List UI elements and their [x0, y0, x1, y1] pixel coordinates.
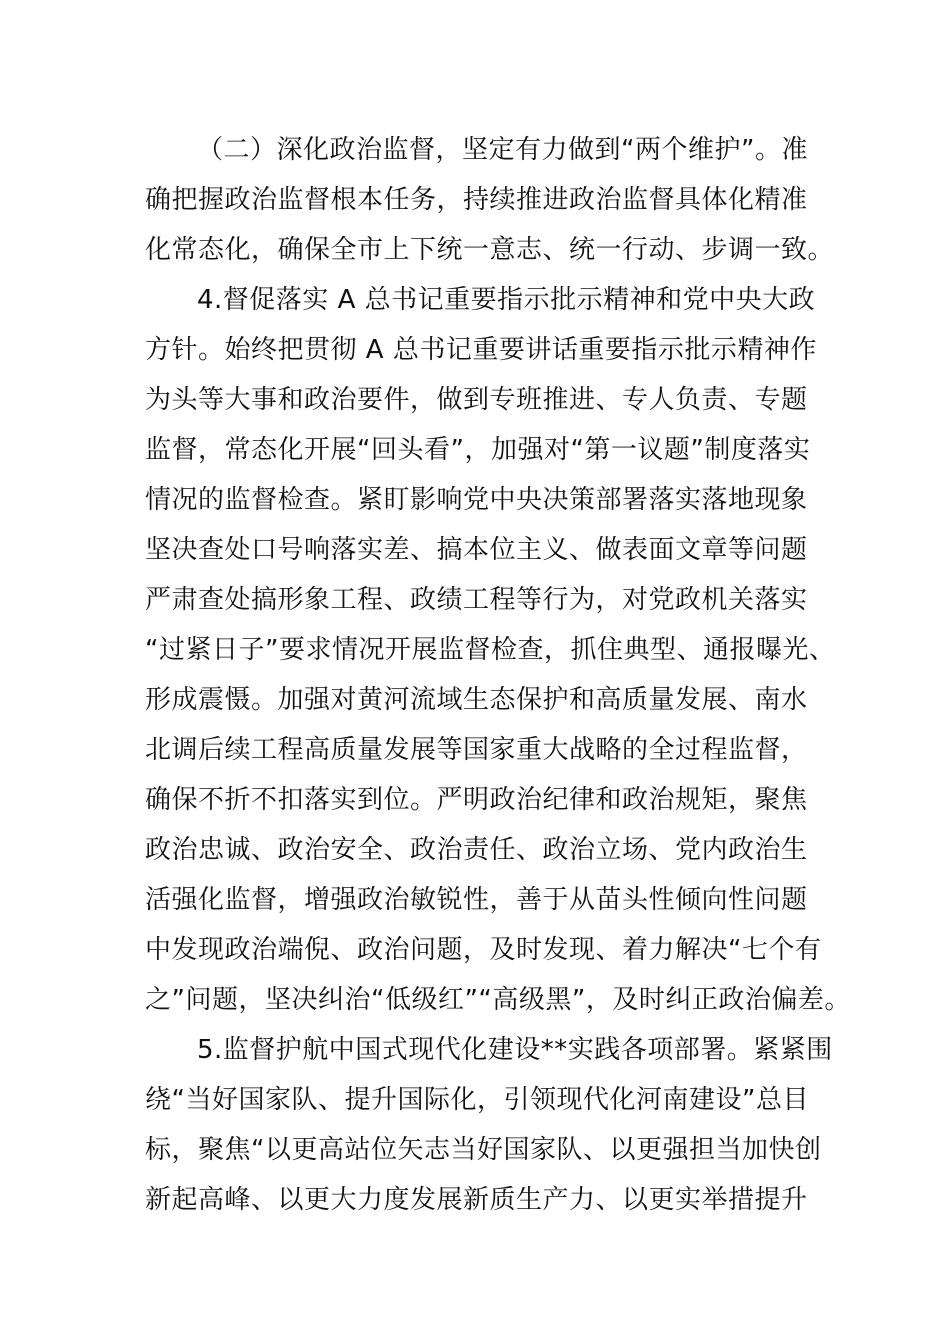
text-line: 政治忠诚、政治安全、政治责任、政治立场、党内政治生 [145, 835, 808, 865]
text-line: 情况的监督检查。紧盯影响党中央决策部署落实落地现象 [145, 485, 808, 515]
text-line: 确保不折不扣落实到位。严明政治纪律和政治规矩，聚焦 [145, 785, 808, 815]
text-line: 标，聚焦“以更高站位矢志当好国家队、以更强担当加快创 [145, 1135, 822, 1165]
text-line: 中发现政治端倪、政治问题，及时发现、着力解决“七个有 [145, 935, 822, 965]
text-line: 新起高峰、以更大力度发展新质生产力、以更实举措提升 [145, 1185, 808, 1215]
text-line: 为头等大事和政治要件，做到专班推进、专人负责、专题 [145, 385, 808, 415]
text-line: 监督，常态化开展“回头看”，加强对“第一议题”制度落实 [145, 435, 811, 465]
text-line: 形成震慑。加强对黄河流域生态保护和高质量发展、南水 [145, 685, 808, 715]
text-line: 坚决查处口号响落实差、搞本位主义、做表面文章等问题 [145, 535, 808, 565]
text-line: 北调后续工程高质量发展等国家重大战略的全过程监督， [145, 735, 808, 765]
text-line: “过紧日子”要求情况开展监督检查，抓住典型、通报曝光、 [145, 635, 836, 665]
item-5-heading-line: 5.监督护航中国式现代化建设**实践各项部署。紧紧围 [197, 1035, 833, 1065]
text-line: 严肃查处搞形象工程、政绩工程等行为，对党政机关落实 [145, 585, 808, 615]
text-line: 活强化监督，增强政治敏锐性，善于从苗头性倾向性问题 [145, 885, 808, 915]
text-line: 确把握政治监督根本任务，持续推进政治监督具体化精准 [145, 185, 808, 215]
text-line: 之”问题，坚决纠治“低级红”“高级黑”，及时纠正政治偏差。 [145, 985, 851, 1015]
paragraph-2-heading-line: （二）深化政治监督，坚定有力做到“两个维护”。准 [197, 135, 808, 165]
text-line: 化常态化，确保全市上下统一意志、统一行动、步调一致。 [145, 235, 835, 265]
text-line: 绕“当好国家队、提升国际化，引领现代化河南建设”总目 [145, 1085, 809, 1115]
text-line: 方针。始终把贯彻 A 总书记重要讲话重要指示批示精神作 [145, 335, 817, 365]
item-4-heading-line: 4.督促落实 A 总书记重要指示批示精神和党中央大政 [197, 285, 816, 315]
